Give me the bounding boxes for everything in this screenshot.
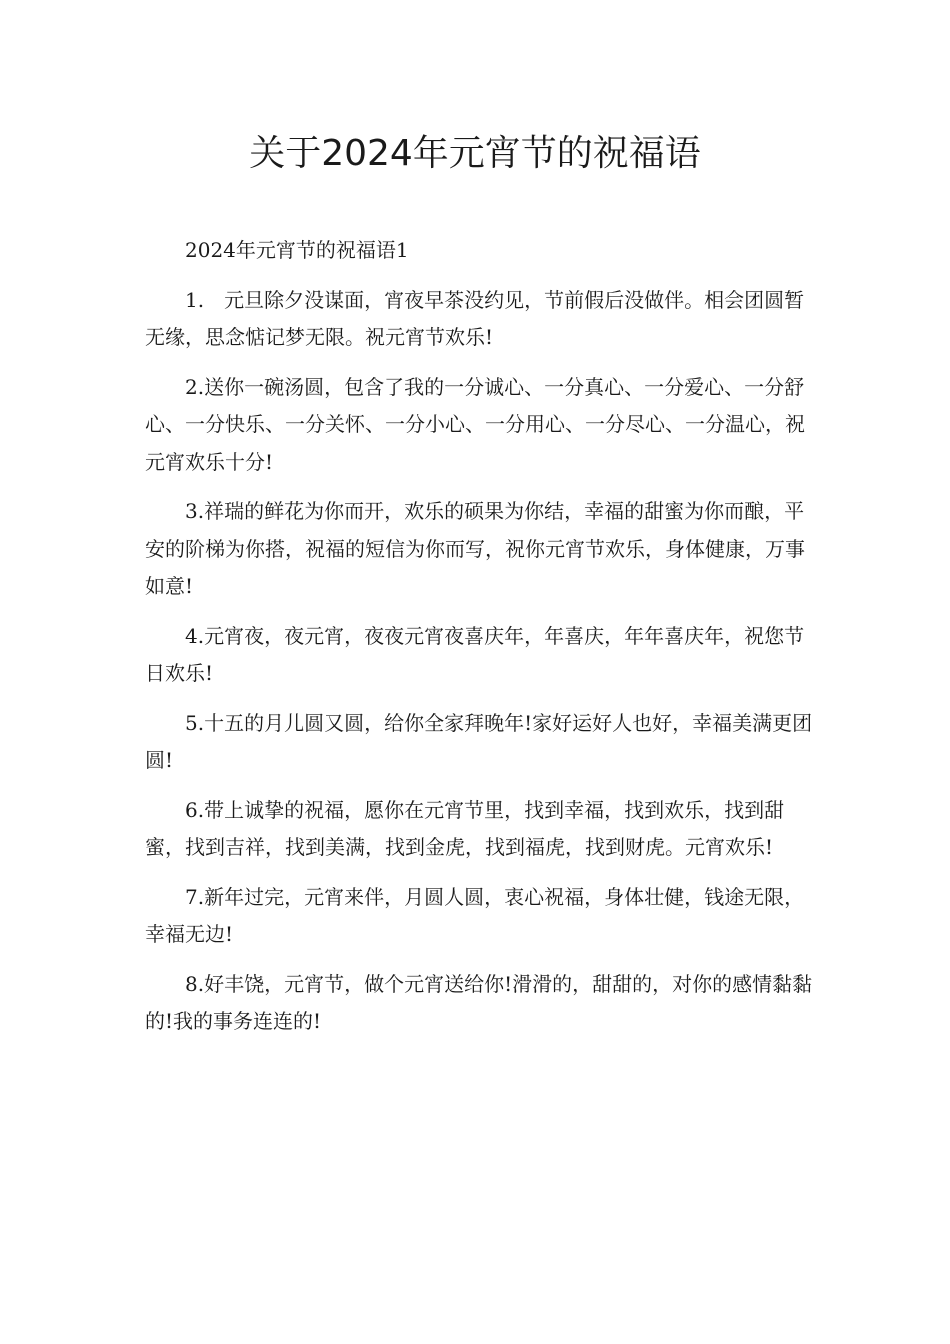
paragraph-5: 5.十五的月儿圆又圆，给你全家拜晚年!家好运好人也好，幸福美满更团圆!	[145, 710, 813, 772]
paragraph-7: 7.新年过完，元宵来伴，月圆人圆，衷心祝福，身体壮健，钱途无限，幸福无边!	[145, 884, 805, 946]
paragraph-6: 6.带上诚挚的祝福，愿你在元宵节里，找到幸福，找到欢乐，找到甜蜜，找到吉祥，找到美满，找到金虎，找到福虎，找到财虎。元宵欢乐!	[145, 797, 785, 859]
document-title: 关于2024年元宵节的祝福语	[249, 133, 701, 174]
paragraph-1: 1. 元旦除夕没谋面，宵夜早茶没约见，节前假后没做伴。相会团圆暂无缘，思念惦记梦无限。祝元宵节欢乐!	[145, 287, 805, 349]
section-heading: 2024年元宵节的祝福语1	[185, 238, 409, 262]
paragraph-4: 4.元宵夜，夜元宵，夜夜元宵夜喜庆年，年喜庆，年年喜庆年，祝您节日欢乐!	[145, 623, 805, 685]
document-body	[145, 232, 815, 1053]
paragraph-8: 8.好丰饶，元宵节，做个元宵送给你!滑滑的，甜甜的，对你的感情黏黏的!我的事务连连的!	[145, 971, 813, 1033]
paragraph-2: 2.送你一碗汤圆，包含了我的一分诚心、一分真心、一分爱心、一分舒心、一分快乐、一分关怀、一分小心、一分用心、一分尽心、一分温心，祝元宵欢乐十分!	[145, 374, 805, 474]
paragraph-3: 3.祥瑞的鲜花为你而开，欢乐的硕果为你结，幸福的甜蜜为你而酿，平安的阶梯为你搭，祝福的短信为你而写，祝你元宵节欢乐，身体健康，万事如意!	[145, 499, 805, 598]
